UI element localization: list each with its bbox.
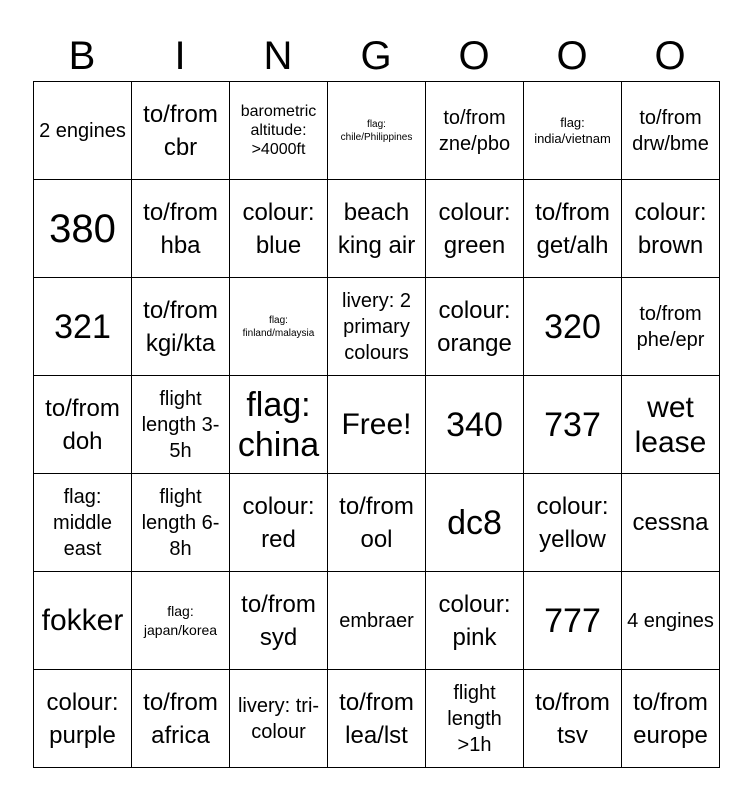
- cell-text: flight length >1h: [447, 681, 502, 756]
- bingo-cell[interactable]: [622, 278, 720, 376]
- bingo-cell[interactable]: [132, 670, 230, 768]
- cell-text: 380: [49, 206, 116, 251]
- bingo-cell[interactable]: [328, 670, 426, 768]
- bingo-cell[interactable]: [524, 180, 622, 278]
- cell-text: barometric altitude: >4000ft: [240, 103, 317, 158]
- bingo-cell[interactable]: [34, 474, 132, 572]
- bingo-cell[interactable]: [230, 278, 328, 376]
- cell-text: to/from cbr: [143, 100, 218, 161]
- cell-text: wet lease: [634, 390, 707, 459]
- header-letter: O: [556, 34, 588, 78]
- cell-text: to/from get/alh: [535, 198, 610, 259]
- bingo-cell[interactable]: [132, 572, 230, 670]
- header-letter: G: [360, 34, 392, 78]
- bingo-cell[interactable]: [426, 670, 524, 768]
- bingo-cell[interactable]: [524, 278, 622, 376]
- bingo-cell[interactable]: [524, 376, 622, 474]
- cell-text: colour: orange: [437, 296, 512, 357]
- bingo-cell[interactable]: [34, 670, 132, 768]
- bingo-cell[interactable]: [622, 376, 720, 474]
- header-letter: O: [458, 34, 490, 78]
- bingo-cell[interactable]: [328, 572, 426, 670]
- cell-text: livery: 2 primary colours: [342, 289, 411, 364]
- cell-text: to/from zne/pbo: [438, 106, 511, 155]
- cell-text: flag: chile/Philippines: [340, 118, 413, 143]
- bingo-cell[interactable]: [132, 180, 230, 278]
- cell-text: cessna: [632, 509, 709, 536]
- bingo-cell[interactable]: [622, 180, 720, 278]
- bingo-cell[interactable]: [426, 180, 524, 278]
- bingo-cell[interactable]: [426, 572, 524, 670]
- cell-text: to/from hba: [143, 198, 218, 259]
- bingo-cell[interactable]: [132, 82, 230, 180]
- bingo-cell[interactable]: [622, 474, 720, 572]
- bingo-cell[interactable]: [230, 670, 328, 768]
- bingo-header: [33, 30, 719, 82]
- bingo-cell[interactable]: [426, 376, 524, 474]
- cell-text: to/from africa: [143, 688, 218, 749]
- bingo-cell[interactable]: [328, 278, 426, 376]
- cell-text: flight length 6-8h: [141, 485, 220, 560]
- bingo-cell[interactable]: [524, 474, 622, 572]
- bingo-cell[interactable]: [622, 670, 720, 768]
- header-letter: I: [174, 34, 186, 78]
- bingo-cell[interactable]: [34, 180, 132, 278]
- cell-text: colour: pink: [438, 590, 511, 651]
- cell-text: 2 engines: [39, 119, 126, 142]
- cell-text: flag: middle east: [53, 485, 112, 560]
- bingo-cell[interactable]: [230, 82, 328, 180]
- cell-text: dc8: [447, 503, 502, 542]
- bingo-cell[interactable]: [328, 474, 426, 572]
- cell-text: to/from lea/lst: [339, 688, 414, 749]
- cell-text: beach king air: [337, 198, 416, 259]
- cell-text: fokker: [41, 604, 124, 637]
- bingo-cell[interactable]: [622, 82, 720, 180]
- cell-text: to/from ool: [339, 492, 414, 553]
- bingo-cell[interactable]: [230, 572, 328, 670]
- cell-text: colour: red: [242, 492, 315, 553]
- bingo-cell[interactable]: [524, 670, 622, 768]
- bingo-cell[interactable]: [230, 376, 328, 474]
- header-letter: N: [263, 34, 293, 78]
- cell-text: 777: [544, 601, 601, 640]
- bingo-cell[interactable]: [132, 474, 230, 572]
- bingo-cell[interactable]: [426, 278, 524, 376]
- bingo-cell[interactable]: [524, 572, 622, 670]
- cell-text: to/from drw/bme: [632, 106, 709, 155]
- cell-text: to/from tsv: [535, 688, 610, 749]
- bingo-cell[interactable]: [328, 180, 426, 278]
- cell-text: embraer: [339, 609, 414, 632]
- bingo-cell[interactable]: [34, 376, 132, 474]
- cell-text: to/from doh: [45, 394, 120, 455]
- bingo-cell[interactable]: [622, 572, 720, 670]
- cell-text: flight length 3-5h: [141, 387, 220, 462]
- header-letter: B: [68, 34, 96, 78]
- bingo-cell[interactable]: [426, 82, 524, 180]
- bingo-cell[interactable]: [34, 278, 132, 376]
- header-letter: O: [654, 34, 686, 78]
- cell-text: 4 engines: [627, 609, 714, 632]
- cell-text: 340: [446, 405, 503, 444]
- cell-text: to/from phe/epr: [636, 302, 705, 351]
- cell-text: 737: [544, 405, 601, 444]
- cell-text: Free!: [341, 408, 412, 441]
- cell-text: colour: green: [438, 198, 511, 259]
- cell-text: flag: japan/korea: [143, 602, 218, 638]
- bingo-cell[interactable]: [230, 180, 328, 278]
- bingo-cell[interactable]: [34, 82, 132, 180]
- bingo-cell[interactable]: [132, 278, 230, 376]
- cell-text: flag: india/vietnam: [534, 114, 611, 146]
- cell-text: livery: tri-colour: [237, 694, 320, 743]
- bingo-cell[interactable]: [132, 376, 230, 474]
- bingo-cell[interactable]: [426, 474, 524, 572]
- bingo-grid: [33, 81, 720, 768]
- cell-text: to/from syd: [241, 590, 316, 651]
- bingo-cell[interactable]: [524, 82, 622, 180]
- cell-text: colour: blue: [242, 198, 315, 259]
- cell-text: colour: yellow: [536, 492, 609, 553]
- cell-text: 321: [54, 307, 111, 346]
- cell-text: flag: finland/malaysia: [242, 314, 315, 339]
- cell-text: colour: purple: [46, 688, 119, 749]
- bingo-cell[interactable]: [328, 376, 426, 474]
- bingo-cell[interactable]: [328, 82, 426, 180]
- cell-text: flag: china: [237, 385, 320, 464]
- cell-text: 320: [544, 307, 601, 346]
- cell-text: to/from kgi/kta: [143, 296, 218, 357]
- cell-text: colour: brown: [634, 198, 707, 259]
- bingo-cell[interactable]: [34, 572, 132, 670]
- cell-text: to/from europe: [633, 688, 708, 749]
- bingo-cell[interactable]: [230, 474, 328, 572]
